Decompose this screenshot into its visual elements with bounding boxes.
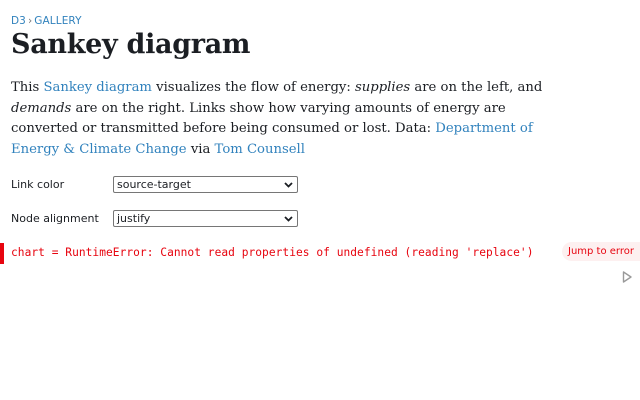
link-color-value: source-target	[117, 177, 191, 191]
error-message: chart = RuntimeError: Cannot read properties of undefined (reading 'replace')	[11, 246, 534, 259]
supplies-text: supplies	[355, 80, 411, 95]
link-color-control	[11, 174, 298, 194]
page-description	[11, 78, 551, 160]
demands-text: demands	[11, 100, 72, 116]
desc-text-1: This	[11, 80, 44, 95]
node-alignment-control	[11, 208, 298, 228]
node-alignment-select[interactable]	[113, 210, 298, 227]
link-color-label: Link color	[11, 177, 65, 191]
jump-to-error-button[interactable]: Jump to error	[562, 242, 640, 261]
author-link[interactable]: Tom Counsell	[214, 141, 305, 157]
chevron-down-icon	[283, 213, 294, 224]
desc-text-5: via	[186, 141, 215, 157]
node-alignment-value: justify	[117, 211, 151, 225]
breadcrumb-d3-link[interactable]: D3	[11, 15, 26, 27]
page-title: Sankey diagram	[11, 29, 251, 60]
play-icon[interactable]	[621, 270, 633, 284]
sankey-diagram-link[interactable]: Sankey diagram	[43, 80, 152, 95]
breadcrumb-gallery-link[interactable]: GALLERY	[34, 15, 82, 27]
error-indicator-bar	[0, 243, 4, 264]
node-alignment-label: Node alignment	[11, 211, 99, 225]
chevron-down-icon	[283, 179, 294, 190]
desc-text-4: are on the right. Links show how varying amounts of energy are converted or transmitted before being consumed or lost. Data:	[11, 100, 506, 136]
breadcrumb-separator: ›	[27, 15, 33, 27]
breadcrumb	[11, 15, 82, 27]
link-color-select[interactable]	[113, 176, 298, 193]
desc-text-3: are on the left, and	[410, 80, 543, 95]
department-link[interactable]: Department of Energy & Climate Change	[11, 121, 533, 157]
desc-text-2: visualizes the flow of energy:	[151, 80, 356, 95]
